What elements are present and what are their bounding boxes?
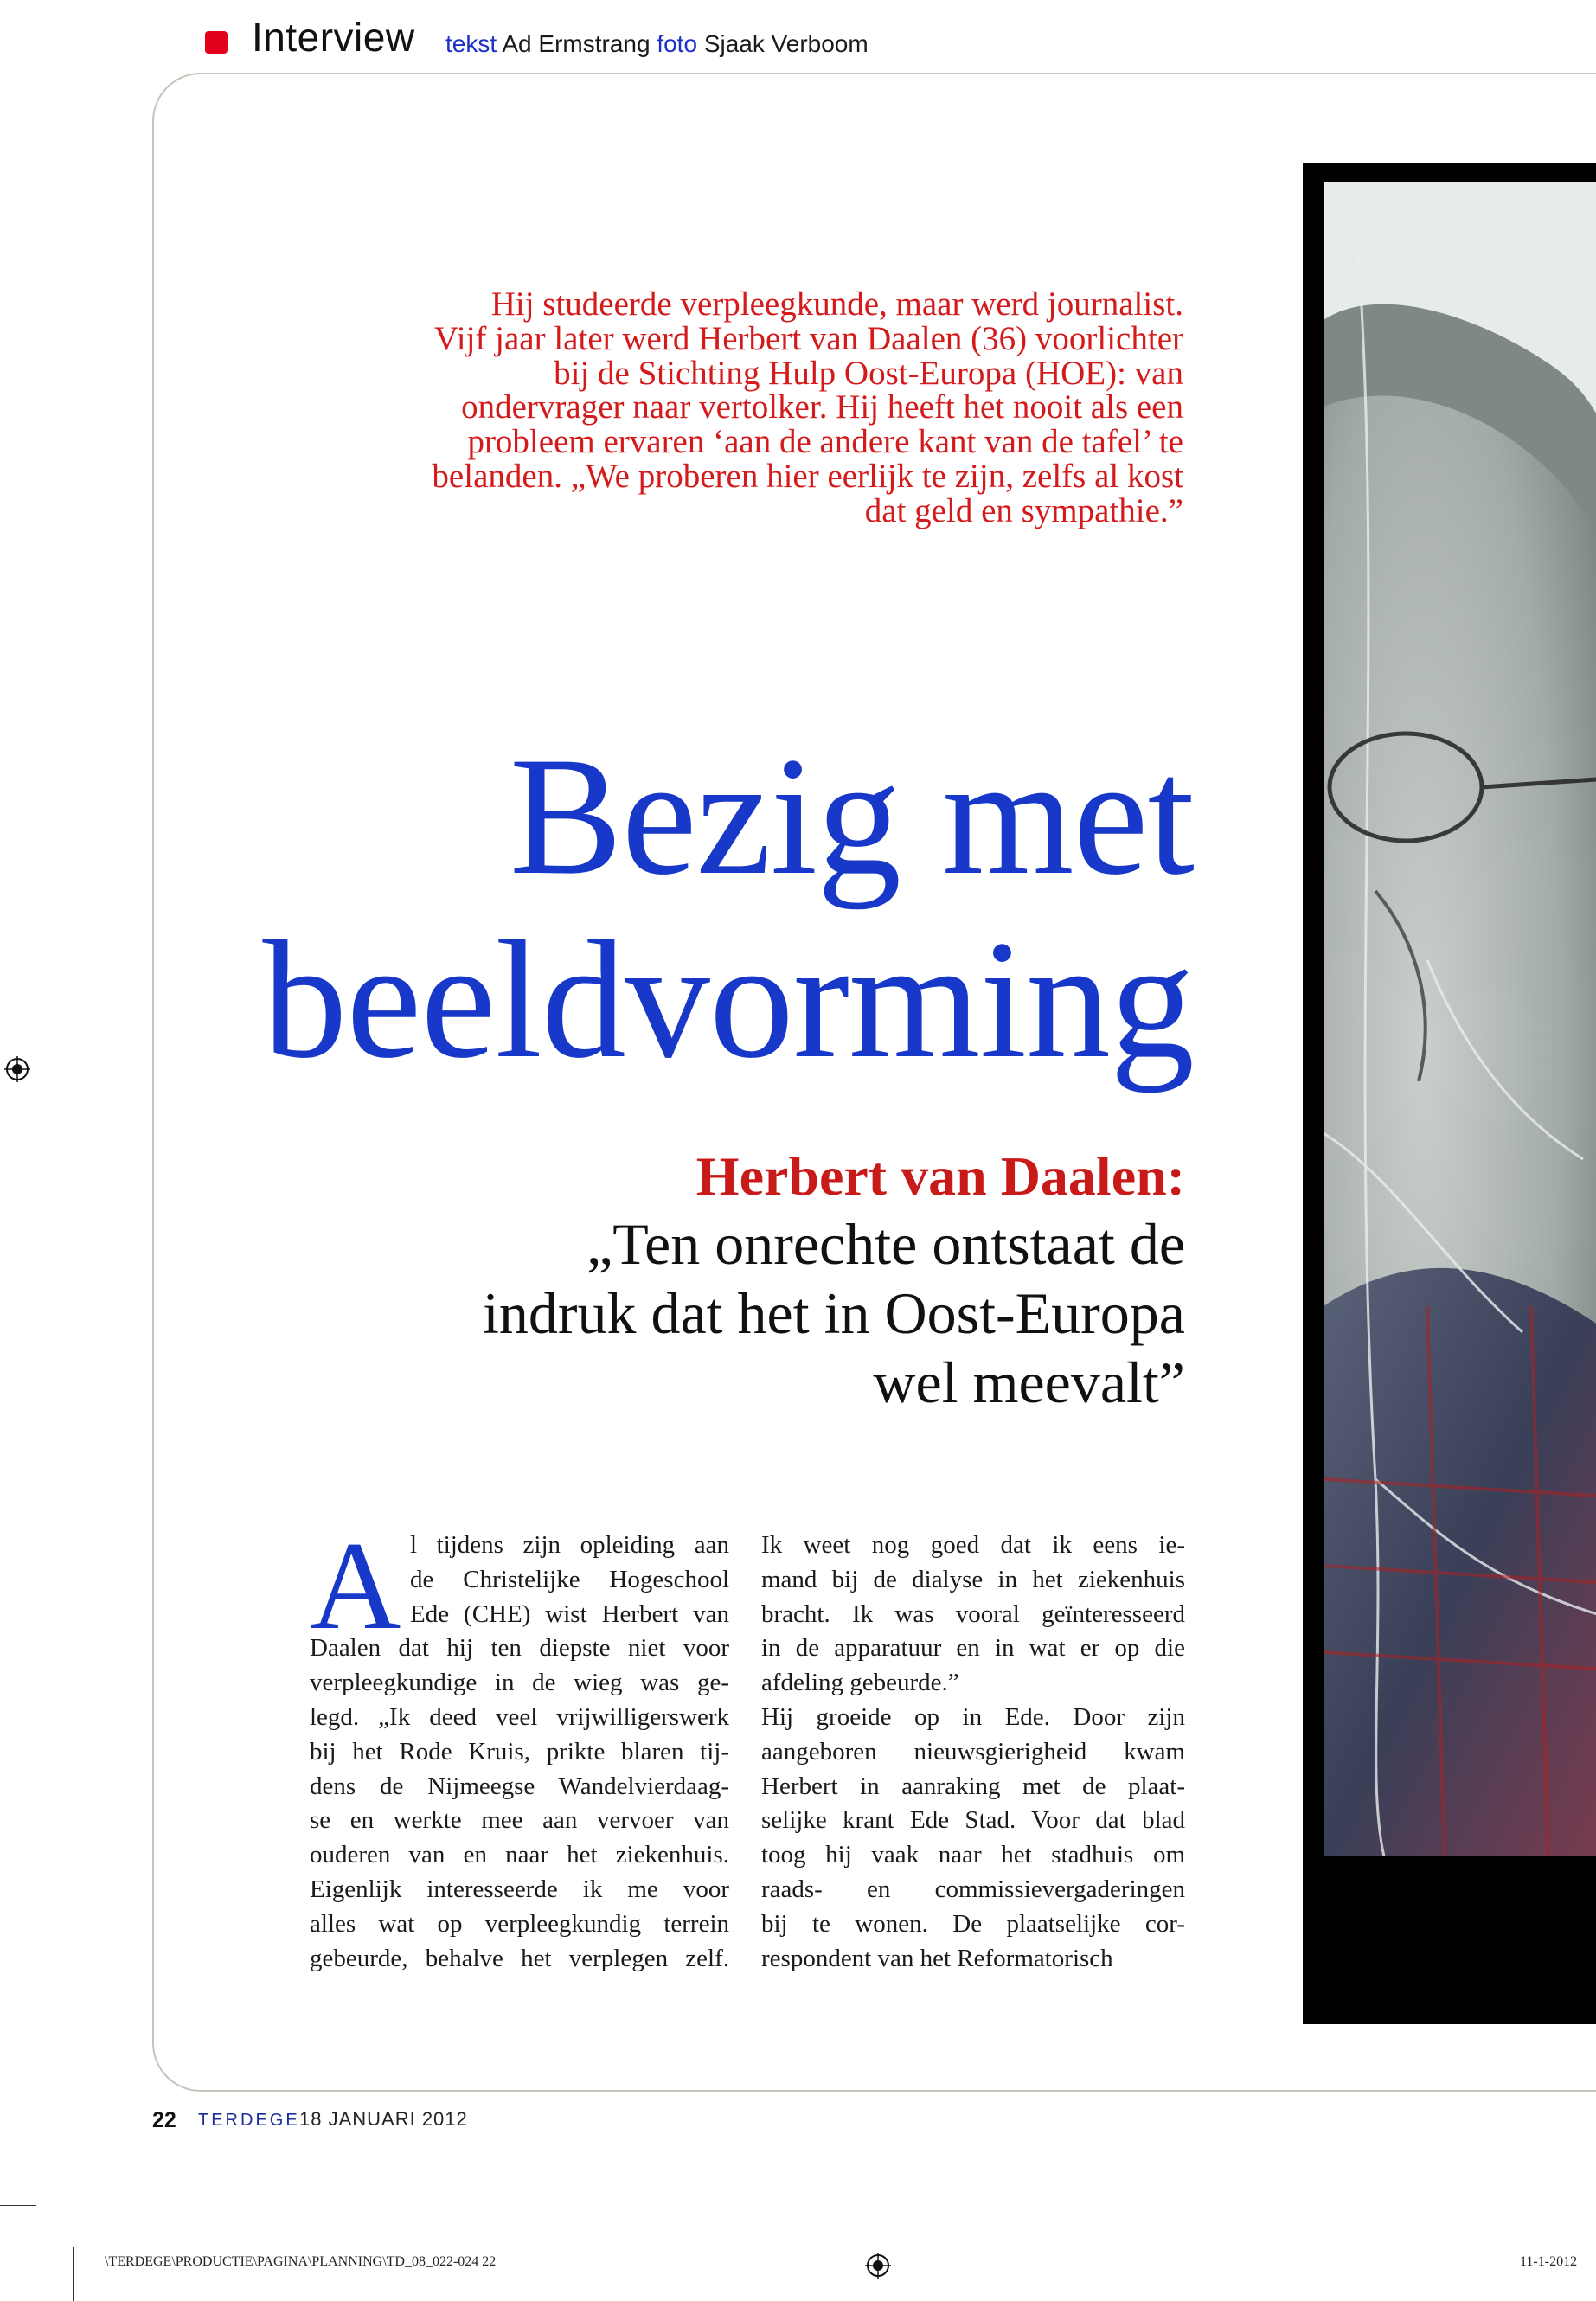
quote-line: wel meevalt” — [873, 1349, 1185, 1415]
subheadline-quote — [346, 1209, 1185, 1417]
intro-paragraph — [329, 277, 1183, 529]
body-line: gebeurde, behalve het verplegen zelf. — [310, 1944, 729, 1972]
body-line: bij het Rode Kruis, prikte blaren tij- — [310, 1737, 729, 1766]
intro-line: Vijf jaar later werd Herbert van Daalen (36) voorlichter — [433, 319, 1183, 357]
body-line: l tijdens zijn opleiding aan — [410, 1531, 729, 1559]
slug-file-path: \TERDEGE\PRODUCTIE\PAGINA\PLANNING\TD_08_022-024 22 — [105, 2254, 497, 2269]
crop-mark — [73, 2247, 74, 2301]
author-name: Ad Ermstrang — [502, 30, 651, 57]
body-line: Ede (CHE) wist Herbert van — [410, 1599, 729, 1628]
body-line: de Christelijke Hogeschool — [410, 1565, 729, 1593]
quote-line: „Ten onrechte ontstaat de — [586, 1211, 1185, 1277]
intro-line: probleem ervaren ‘aan de andere kant van de tafel’ te — [467, 423, 1183, 461]
body-line: Eigenlijk interesseerde ik me voor — [310, 1875, 729, 1903]
intro-line: bij de Stichting Hulp Oost-Europa (HOE): van — [554, 354, 1183, 392]
registration-mark-icon — [4, 1056, 30, 1082]
body-line: toog hij vaak naar het stadhuis om — [761, 1841, 1185, 1869]
intro-line: dat geld en sympathie.” — [864, 491, 1183, 529]
body-line: verpleegkundige in de wieg was ge- — [310, 1669, 729, 1697]
body-line: aangeboren nieuwsgierigheid kwam — [761, 1737, 1185, 1766]
body-line: Ik weet nog goed dat ik eens ie- — [761, 1531, 1185, 1559]
body-line: se en werkte mee aan vervoer van — [310, 1806, 729, 1835]
body-line: legd. „Ik deed veel vrijwilligerswerk — [310, 1702, 729, 1731]
body-line: raads- en commissievergaderingen — [761, 1875, 1185, 1903]
page-number: 22 — [152, 2108, 176, 2132]
credits — [445, 30, 869, 58]
section-label: Interview — [252, 15, 415, 60]
issue-date: 18 JANUARI 2012 — [299, 2108, 468, 2130]
intro-line: ondervrager naar vertolker. Hij heeft het nooit als een — [461, 388, 1183, 426]
headline-line: Bezig met — [509, 722, 1194, 910]
body-line: respondent van het Reformatorisch — [761, 1944, 1113, 1972]
body-line: selijke krant Ede Stad. Voor dat blad — [761, 1806, 1185, 1835]
drop-cap: A — [310, 1516, 401, 1656]
photographer-name: Sjaak Verboom — [703, 30, 869, 57]
slug-date: 11-1-2012 — [1520, 2254, 1578, 2269]
quote-line: indruk dat het in Oost-Europa — [482, 1280, 1185, 1346]
body-line: Daalen dat hij ten diepste niet voor — [310, 1634, 729, 1663]
body-column-left — [310, 1529, 729, 1976]
text-credit-label: tekst — [445, 30, 497, 57]
intro-line: Hij studeerde verpleegkunde, maar werd journalist. — [490, 285, 1183, 323]
body-line: bij te wonen. De plaatselijke cor- — [761, 1909, 1185, 1938]
portrait-photo-illustration — [1324, 182, 1596, 1856]
headline — [173, 722, 1194, 1093]
section-marker-square — [205, 31, 228, 54]
body-line: bracht. Ik was vooral geïnteresseerd — [761, 1599, 1185, 1628]
body-line: mand bij de dialyse in het ziekenhuis — [761, 1565, 1185, 1593]
body-column-right — [761, 1529, 1185, 1976]
body-line: Herbert in aanraking met de plaat- — [761, 1772, 1185, 1800]
crop-mark — [0, 2205, 36, 2206]
photo-credit-label: foto — [657, 30, 698, 57]
magazine-name: TERDEGE — [198, 2111, 300, 2130]
body-line: ouderen van en naar het ziekenhuis. — [310, 1841, 729, 1869]
body-line: dens de Nijmeegse Wandelvierdaag- — [310, 1772, 729, 1800]
headline-line: beeldvorming — [262, 906, 1194, 1093]
portrait-photo — [1324, 182, 1596, 1856]
body-line: afdeling gebeurde.” — [761, 1669, 959, 1697]
registration-mark-icon — [865, 2253, 891, 2279]
intro-line: belanden. „We proberen hier eerlijk te zijn, zelfs al kost — [432, 457, 1183, 495]
body-line: Hij groeide op in Ede. Door zijn — [761, 1702, 1185, 1731]
subheadline-name: Herbert van Daalen: — [695, 1145, 1185, 1207]
body-line: in de apparatuur en in wat er op die — [761, 1634, 1185, 1663]
body-line: alles wat op verpleegkundig terrein — [310, 1909, 729, 1938]
